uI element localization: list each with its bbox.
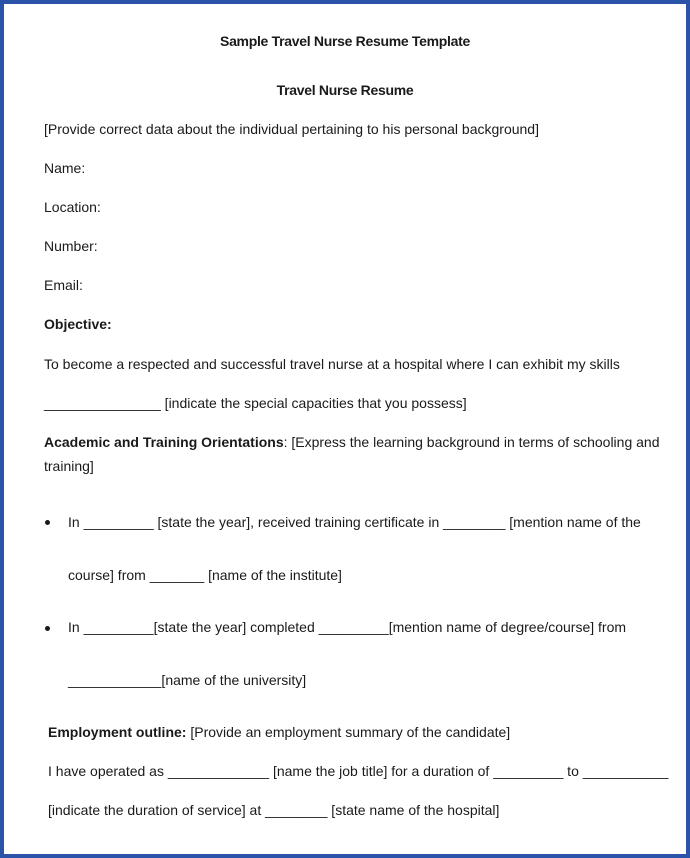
academic-bullet-1-line2: course] from _______ [name of the institute] <box>68 567 342 583</box>
objective-heading: Objective: <box>44 316 112 332</box>
bullet-icon <box>45 626 50 631</box>
personal-intro-text: [Provide correct data about the individual pertaining to his personal background] <box>44 121 539 137</box>
employment-text: [Provide an employment summary of the candidate] <box>186 724 511 740</box>
objective-text: To become a respected and successful travel nurse at a hospital where I can exhibit my skills <box>44 356 620 372</box>
employment-intro <box>48 723 510 741</box>
employment-heading: Employment outline: <box>48 724 187 740</box>
academic-text-line1: : [Express the learning background in terms of schooling and <box>283 434 660 450</box>
employment-line1: I have operated as _____________ [name the job title] for a duration of _________ to ___________ <box>48 763 669 779</box>
name-field-label: Name: <box>44 160 86 176</box>
academic-bullet-2-line2: ____________[name of the university] <box>68 672 307 688</box>
employment-line2: [indicate the duration of service] at ________ [state name of the hospital] <box>48 802 500 818</box>
academic-bullet-1-line1: In _________ [state the year], received training certificate in ________ [mention name of the <box>68 514 641 530</box>
academic-text-line2: training] <box>44 458 94 474</box>
email-field-label: Email: <box>44 277 83 293</box>
document-subtitle: Travel Nurse Resume <box>276 82 414 98</box>
academic-heading: Academic and Training Orientations <box>44 434 284 450</box>
academic-intro-line1 <box>44 433 660 451</box>
objective-capacities: _______________ [indicate the special capacities that you possess] <box>44 395 467 411</box>
document-title: Sample Travel Nurse Resume Template <box>220 33 470 49</box>
number-field-label: Number: <box>44 238 98 254</box>
bullet-icon <box>45 520 50 525</box>
academic-bullet-2-line1: In _________[state the year] completed _________[mention name of degree/course] from <box>68 619 627 635</box>
location-field-label: Location: <box>44 199 101 215</box>
